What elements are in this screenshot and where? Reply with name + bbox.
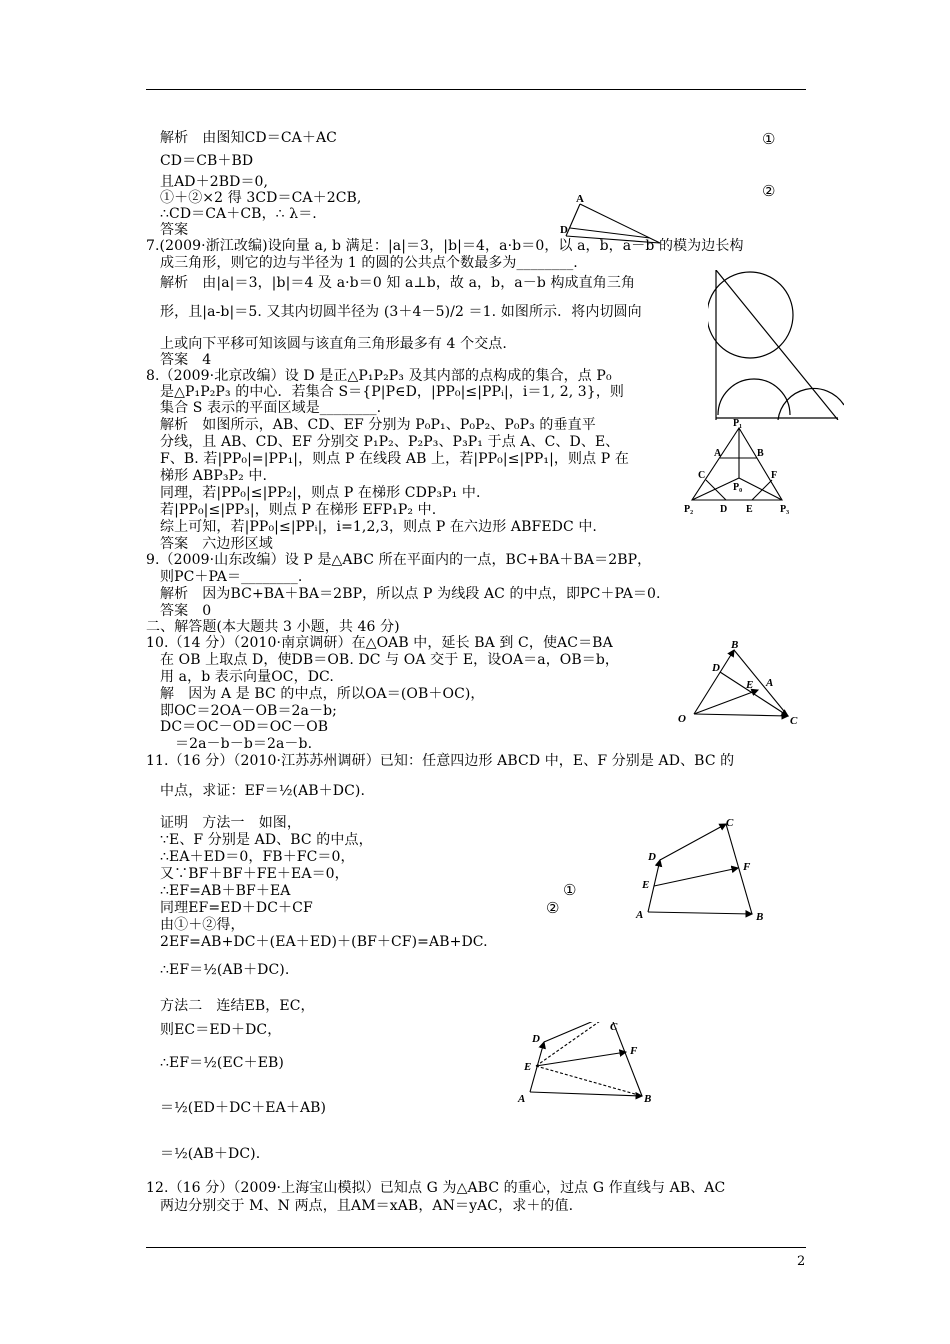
text-line: 且AD＋2BD＝0,: [160, 174, 269, 190]
text-line: 解析 如图所示，AB、CD、EF 分别为 P₀P₁、P₀P₂、P₀P₃ 的垂直平: [160, 417, 596, 433]
text-line: 答案 4: [160, 352, 212, 368]
figure-circles-triangle: [708, 270, 844, 420]
text-line: 梯形 ABP₃P₂ 中.: [160, 468, 268, 484]
fig4-label-c: C: [790, 715, 798, 727]
text-line: F、B. 若|PP₀|=|PP₁|，则点 P 在线段 AB 上，若|PP₀|≤|PP₁|，则点 P 在: [160, 451, 629, 467]
text-line: 解析 由图知CD＝CA＋AC: [160, 130, 337, 146]
text-line: 2EF=AB+DC＋(EA＋ED)＋(BF＋CF)=AB+DC.: [160, 934, 488, 950]
text-line: ∴EF=AB＋BF＋EA: [160, 883, 291, 899]
text-line: 11.（16 分）（2010·江苏苏州调研）已知：任意四边形 ABCD 中，E、F 分别是 AD、BC 的: [146, 753, 735, 769]
text-line: 上或向下平移可知该圆与该直角三角形最多有 4 个交点.: [160, 336, 507, 352]
fig5-label-a: A: [636, 909, 644, 921]
fig6-label-a: A: [518, 1093, 526, 1105]
text-line: 集合 S 表示的平面区域是________.: [160, 400, 382, 416]
fig3-label-p1: P₁: [733, 418, 743, 429]
text-line: 则PC＋PA＝________.: [160, 569, 303, 585]
text-line: ∴EF＝½(EC＋EB): [160, 1055, 284, 1071]
fig3-label-e: E: [746, 504, 753, 515]
triangle-oab-lines: [694, 650, 788, 716]
fig4-label-e: E: [746, 679, 754, 691]
fig3-label-f: F: [771, 470, 778, 481]
text-line: ∵E、F 分别是 AD、BC 的中点，: [160, 832, 373, 848]
text-line: ＝2a－b－b＝2a－b.: [175, 736, 313, 752]
text-line: DC＝OC－OD＝OC－OB: [160, 719, 329, 735]
fig3-label-c: C: [698, 470, 706, 481]
fig6-label-c: C: [610, 1021, 618, 1033]
figure-quadrilateral-2-top: [606, 1016, 636, 1036]
text-line: 若|PP₀|≤|PP₃|，则点 P 在梯形 EFP₁P₂ 中.: [160, 502, 437, 518]
fig5-label-d: D: [648, 851, 656, 863]
text-line: 答案 六边形区域: [160, 536, 273, 552]
figure-triangle-oab: [676, 638, 806, 728]
text-line: 二、解答题(本大题共 3 小题，共 46 分): [146, 619, 400, 635]
fig3-label-d: D: [720, 504, 728, 515]
fig5-label-c: C: [726, 817, 734, 829]
text-line: 由①＋②得，: [160, 917, 245, 933]
text-line: 方法二 连结EB，EC，: [160, 998, 315, 1014]
fig6-label-e: E: [524, 1061, 532, 1073]
quad1-lines: [648, 824, 752, 914]
fig3-label-p3: P₃: [780, 504, 790, 515]
circled-number: ②: [546, 899, 560, 917]
fig6-label-d: D: [532, 1033, 540, 1045]
fig5-label-f: F: [743, 861, 751, 873]
text-line: ＝½(AB＋DC).: [160, 1146, 261, 1162]
text-line: 同理EF=ED＋DC＋CF: [160, 900, 313, 916]
text-line: 7.(2009·浙江改编)设向量 a, b 满足：|a|＝3，|b|＝4，a·b＝0，以 a，b，a－b 的模为边长构: [146, 238, 744, 254]
text-line: 分线，且 AB、CD、EF 分别交 P₁P₂、P₂P₃、P₃P₁ 于点 A、C、D、E、: [160, 434, 620, 450]
circled-number: ①: [563, 881, 577, 899]
figure-quadrilateral-1: [630, 812, 770, 924]
circle-shapes: [708, 270, 844, 420]
text-line: 成三角形，则它的边与半径为 1 的圆的公共点个数最多为________.: [160, 255, 578, 271]
fig5-label-e: E: [642, 879, 650, 891]
circled-number: ①: [762, 130, 776, 148]
fig1-label-d: D: [560, 224, 568, 236]
text-line: 证明 方法一 如图，: [160, 815, 301, 831]
text-line: ∴EF＝½(AB＋DC).: [160, 962, 290, 978]
text-line: 又∵BF＋BF＋FE＋EA＝0，: [160, 866, 349, 882]
triangle-lines: [566, 204, 660, 243]
text-line: 9.（2009·山东改编）设 P 是△ABC 所在平面内的一点，BC+BA＋BA＝2BP，: [146, 552, 652, 568]
text-line: 解析 因为BC+BA＋BA＝2BP，所以点 P 为线段 AC 的中点，即PC＋PA＝0.: [160, 586, 661, 602]
text-line: 综上可知，若|PP₀|≤|PPᵢ|，i=1,2,3，则点 P 在六边形 ABFEDC 中.: [160, 519, 597, 535]
page-number: 2: [797, 1254, 806, 1269]
text-line: 解析 由|a|＝3，|b|＝4 及 a·b＝0 知 a⊥b，故 a，b，a－b 构成直角三角: [160, 275, 636, 291]
circled-number: ②: [762, 182, 776, 200]
text-line: 10.（14 分）（2010·南京调研）在△OAB 中，延长 BA 到 C，使AC＝BA: [146, 635, 613, 651]
header-rule: [146, 89, 806, 90]
fig4-label-b: B: [731, 639, 739, 651]
fig4-label-a: A: [766, 677, 774, 689]
text-line: 8.（2009·北京改编）设 D 是正△P₁P₂P₃ 及其内部的点构成的集合，点 P₀: [146, 368, 612, 384]
fig3-label-p2: P₂: [684, 504, 694, 515]
text-line: 同理，若|PP₀|≤|PP₂|，则点 P 在梯形 CDP₃P₁ 中.: [160, 485, 481, 501]
footer-rule: [146, 1247, 806, 1248]
fig3-label-a: A: [714, 448, 722, 459]
text-line: 是△P₁P₂P₃ 的中心．若集合 S＝{P|P∈D，|PP₀|≤|PPᵢ|，i＝1, 2, 3}，则: [160, 384, 625, 400]
text-line: ＝½(ED＋DC＋EA＋AB): [160, 1100, 327, 1116]
text-line: 即OC＝2OA－OB＝2a－b;: [160, 703, 337, 719]
text-line: 中点，求证：EF＝½(AB＋DC).: [160, 783, 366, 799]
text-line: ∴EA＋ED＝0，FB＋FC＝0，: [160, 849, 355, 865]
fig3-label-b: B: [757, 448, 764, 459]
text-line: 两边分别交于 M、N 两点，且AM＝xAB，AN＝yAC，求＋的值.: [160, 1198, 574, 1214]
text-line: ①＋②×2 得 3CD＝CA＋2CB,: [160, 190, 362, 206]
text-line: CD＝CB＋BD: [160, 153, 254, 169]
text-line: 答案: [160, 222, 189, 238]
fig4-label-d: D: [712, 662, 720, 674]
text-line: 形，且|a-b|＝5. 又其内切圆半径为 (3＋4－5)/2 ＝1. 如图所示．将内切圆向: [160, 304, 642, 320]
fig4-label-o: O: [678, 713, 686, 725]
figure-equilateral-triangle: [684, 418, 794, 518]
fig6-label-b: B: [644, 1093, 652, 1105]
text-line: ∴CD＝CA＋CB，∴ λ＝.: [160, 206, 317, 222]
fig1-label-a: A: [576, 193, 584, 205]
text-line: 12.（16 分）（2009·上海宝山模拟）已知点 G 为△ABC 的重心，过点 G 作直线与 AB、AC: [146, 1180, 726, 1196]
fig5-label-b: B: [756, 911, 764, 923]
fig3-label-p0: P₀: [733, 482, 743, 493]
figure-triangle-vectors: [560, 190, 700, 250]
text-line: 解 因为 A 是 BC 的中点，所以OA＝(OB＋OC)，: [160, 686, 485, 702]
text-line: 在 OB 上取点 D，使DB＝OB. DC 与 OA 交于 E，设OA＝a，OB＝b，: [160, 652, 620, 668]
text-line: 答案 0: [160, 603, 212, 619]
fig6-label-f: F: [630, 1045, 638, 1057]
text-line: 则EC＝ED＋DC，: [160, 1022, 282, 1038]
text-line: 用 a，b 表示向量OC，DC.: [160, 669, 334, 685]
